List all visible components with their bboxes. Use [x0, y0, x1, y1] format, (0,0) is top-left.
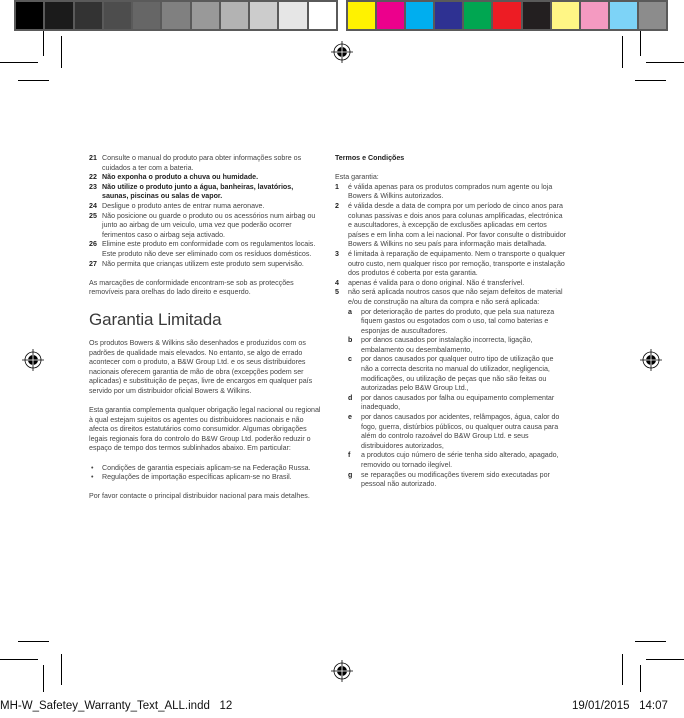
- exclusion-item: [348, 413, 567, 451]
- registration-mark-icon: [331, 660, 353, 682]
- registration-mark-icon: [22, 349, 44, 371]
- item-number: 26: [89, 240, 97, 249]
- item-text: é válida apenas para os produtos comprados num agente ou loja Bowers & Wilkins autorizados.: [348, 182, 553, 201]
- color-swatch: [435, 2, 462, 29]
- color-swatch: [192, 2, 219, 29]
- bullet-list: [89, 464, 321, 483]
- item-text: não será aplicada noutros casos que não sejam defeitos de material e/ou de construção na altura da compra e não será aplicada:: [348, 288, 563, 306]
- registration-mark-icon: [331, 41, 353, 63]
- cmyk-color-bar: [346, 0, 668, 31]
- safety-instructions-list: [89, 154, 321, 269]
- item-number: 4: [335, 278, 339, 287]
- item-number: 2: [335, 201, 339, 210]
- crop-mark: [0, 659, 38, 660]
- item-text: Elimine este produto em conformidade com os regulamentos locais. Este produto não deve ser eliminado com os resíduos domésticos.: [102, 240, 316, 258]
- color-swatch: [523, 2, 550, 29]
- terms-item: [335, 279, 567, 289]
- item-letter: c: [348, 355, 352, 364]
- bullet-item: • Condições de garantia especiais aplicam-se na Federação Russa.: [91, 463, 311, 472]
- color-swatch: [581, 2, 608, 29]
- right-column: [335, 154, 567, 490]
- item-text: é válida desde a data de compra por um período de cinco anos para colunas passivas e dois anos para colunas amplificadas, electrónica e auscultadores, à excepção de exclusões aplicadas em certos países e em linha com a lei nacional. Por favor consulte o distribuidor Bowers & Wilkins no seu país para informação mais detalhada.: [348, 201, 567, 249]
- item-text: Não permita que crianças utilizem este produto sem supervisão.: [102, 259, 304, 268]
- safety-item: [89, 183, 321, 202]
- item-number: 21: [89, 154, 97, 162]
- item-text: por danos causados por qualquer outro tipo de utilização que não a correcta descrita no manual do utilizador, negligencia, modificações, ou utilização de peças que não são feitas ou autorizadas pelo B&W Group Ltd.,: [361, 355, 554, 393]
- color-swatch: [279, 2, 306, 29]
- closing-note: Por favor contacte o principal distribuidor nacional para mais detalhes.: [89, 492, 310, 501]
- item-number: 25: [89, 211, 97, 220]
- exclusion-item: [348, 355, 567, 393]
- conformity-note: As marcações de conformidade encontram-se sob as protecções removíveis para orelhas do lado direito e esquerdo.: [89, 278, 294, 297]
- item-number: 22: [89, 173, 97, 182]
- crop-mark: [61, 36, 62, 68]
- bullet-icon: •: [91, 463, 94, 472]
- item-letter: b: [348, 336, 353, 345]
- color-swatch: [406, 2, 433, 29]
- terms-title: Termos e Condições: [335, 154, 405, 162]
- warranty-paragraph-2: Esta garantia complementa qualquer obrigação legal nacional ou regional à qual estejam sujeitos os agentes ou distribuidores nacionais e não afecta os direitos estatutários como consumidor. Algumas obrigações legais regionais fora do controlo do B&W Group Ltd. poderão reduzir o espaço de tempo dos termos sublinhados abaixo. Em particular:: [89, 406, 321, 453]
- bullet-icon: •: [91, 473, 94, 482]
- color-swatch: [133, 2, 160, 29]
- warranty-paragraph-1: Os produtos Bowers & Wilkins são desenhados e produzidos com os padrões de qualidade mais elevados. No entanto, se algo de errado acontecer com o produto, a B&W Group Ltd. e os seus distribuidores nacionais oferecem garantia de mão de obra (excepções podem ser aplicadas) e substituição de peças, livre de encargos em qualquer país servido por um distribuidor oficial Bowers & Wilkins.: [89, 338, 313, 395]
- crop-mark: [622, 654, 623, 685]
- item-text: por deterioração de partes do produto, que pela sua natureza fiquem gastos ou esgotados com o uso, tal como baterias e esponjas de auscultadores.: [361, 307, 555, 335]
- crop-mark: [635, 641, 666, 642]
- color-swatch: [16, 2, 43, 29]
- item-number: 27: [89, 259, 97, 268]
- safety-item: [89, 202, 321, 212]
- item-letter: e: [348, 413, 352, 422]
- item-text: Consulte o manual do produto para obter informações sobre os cuidados a ter com a bateria.: [102, 154, 302, 172]
- item-text: é limitada à reparação de equipamento. Nem o transporte o qualquer outro custo, nem qualquer risco por remoção, transporte e instalação dos produtos é coberta por esta garantia.: [348, 249, 566, 278]
- crop-mark: [61, 654, 62, 685]
- item-text: se reparações ou modificações tiverem sido executadas por pessoal não autorizado.: [361, 470, 550, 489]
- item-number: 24: [89, 201, 97, 210]
- warranty-heading: Garantia Limitada: [89, 309, 222, 329]
- slug-filename: MH-W_Safetey_Warranty_Text_ALL.indd 12: [0, 700, 233, 712]
- color-swatch: [552, 2, 579, 29]
- terms-intro: Esta garantia:: [335, 173, 379, 182]
- color-swatch: [45, 2, 72, 29]
- item-number: 1: [335, 182, 339, 191]
- item-letter: g: [348, 470, 353, 479]
- item-text: Desligue o produto antes de entrar numa aeronave.: [102, 201, 265, 210]
- terms-item: [335, 288, 567, 307]
- color-swatch: [250, 2, 277, 29]
- item-text: a produtos cujo número de série tenha sido alterado, apagado, removido ou tornado ilegível.: [361, 451, 559, 469]
- crop-mark: [640, 665, 641, 692]
- item-number: 3: [335, 249, 339, 258]
- item-text: por danos causados por acidentes, relâmpagos, água, calor do fogo, guerra, distúrbios públicos, ou qualquer outra causa para além do controlo razoável do B&W Group Ltd. e seus distribuidores autorizados,: [361, 413, 560, 450]
- left-column: [89, 154, 321, 502]
- crop-mark: [646, 659, 684, 660]
- item-text: Não utilize o produto junto a água, banheiras, lavatórios, saunas, piscinas ou salas de vapor.: [102, 182, 294, 201]
- crop-mark: [0, 62, 38, 63]
- exclusion-item: [348, 336, 567, 355]
- item-number: 5: [335, 288, 339, 297]
- color-swatch: [221, 2, 248, 29]
- safety-item: [89, 173, 321, 183]
- slug-datetime: 19/01/2015 14:07: [572, 700, 668, 712]
- color-swatch: [464, 2, 491, 29]
- item-letter: d: [348, 393, 353, 402]
- bullet-item: • Regulações de importação específicas aplicam-se no Brasil.: [91, 473, 292, 482]
- crop-mark: [640, 31, 641, 56]
- terms-item: [335, 183, 567, 202]
- item-letter: f: [348, 451, 351, 460]
- safety-item: [89, 154, 321, 173]
- exclusions-list: [348, 308, 567, 490]
- item-text: por danos causados por falha ou equipamento complementar inadequado,: [361, 393, 555, 412]
- crop-mark: [646, 62, 684, 63]
- item-number: 23: [89, 182, 97, 191]
- safety-item: [89, 212, 321, 241]
- color-swatch: [75, 2, 102, 29]
- color-swatch: [639, 2, 666, 29]
- exclusion-item: [348, 471, 567, 490]
- item-letter: a: [348, 307, 352, 316]
- safety-item: [89, 240, 321, 259]
- crop-mark: [43, 665, 44, 692]
- item-text: apenas é valida para o dono original. Não é transferível.: [348, 278, 525, 287]
- color-swatch: [309, 2, 336, 29]
- item-text: Não posicione ou guarde o produto ou os acessórios num airbag ou junto ao airbag de um veiculo, uma vez que poderão ocorrer ferimentos caso o airbag seja activado.: [102, 211, 316, 239]
- terms-item: [335, 250, 567, 279]
- color-swatch: [610, 2, 637, 29]
- terms-list: [335, 183, 567, 308]
- crop-mark: [622, 36, 623, 68]
- color-swatch: [493, 2, 520, 29]
- exclusion-item: [348, 394, 567, 413]
- terms-item: [335, 202, 567, 250]
- crop-mark: [43, 31, 44, 56]
- registration-mark-icon: [640, 349, 662, 371]
- color-swatch: [377, 2, 404, 29]
- item-text: por danos causados por instalação incorrecta, ligação, embalamento ou desembalamento,: [361, 336, 533, 354]
- exclusion-item: [348, 308, 567, 337]
- safety-item: [89, 260, 321, 270]
- color-swatch: [348, 2, 375, 29]
- crop-mark: [18, 80, 49, 81]
- color-swatch: [162, 2, 189, 29]
- crop-mark: [18, 641, 49, 642]
- item-text: Não exponha o produto a chuva ou humidade.: [102, 173, 259, 182]
- crop-mark: [635, 80, 666, 81]
- grayscale-color-bar: [14, 0, 338, 31]
- exclusion-item: [348, 451, 567, 470]
- color-swatch: [104, 2, 131, 29]
